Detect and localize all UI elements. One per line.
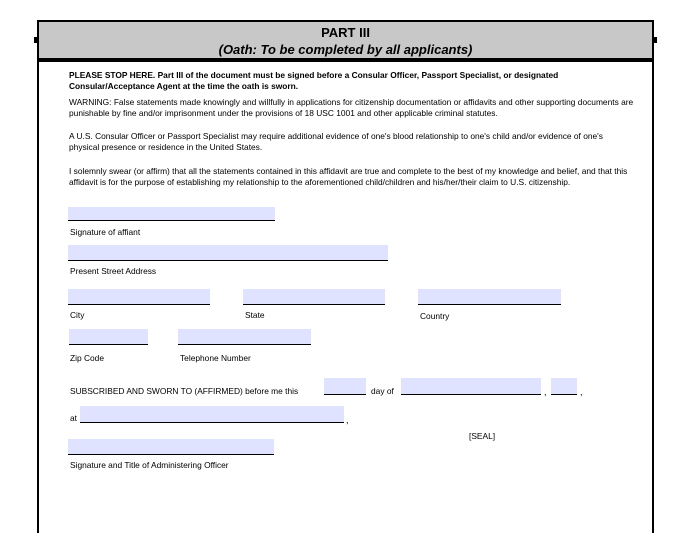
signature-affiant-field[interactable]	[68, 207, 275, 221]
day-of-label: day of	[371, 386, 394, 396]
street-address-field[interactable]	[68, 245, 388, 261]
sworn-year-field[interactable]	[551, 378, 577, 395]
sworn-comma-2: ,	[580, 387, 583, 397]
oath-text: I solemnly swear (or affirm) that all the statements contained in this affidavit are true and complete to the best of my knowledge and belief, and that this affidavit is for the purpose of establishing my relationship to the aforementioned child/children and his/her/their claim to U.S. citizenship.	[69, 166, 628, 187]
part-header	[37, 20, 654, 60]
part-subtitle: (Oath: To be completed by all applicants)	[218, 42, 473, 57]
state-label: State	[245, 310, 265, 320]
stop-instruction: PLEASE STOP HERE. Part III of the document must be signed before a Consular Officer, Passport Specialist, or designated Consular/Acceptance Agent at the time the oath is sworn.	[69, 70, 559, 91]
sworn-comma-1: ,	[544, 387, 547, 397]
signature-affiant-label: Signature of affiant	[70, 227, 141, 237]
country-label: Country	[420, 311, 450, 321]
part-title: PART III	[321, 25, 370, 40]
telephone-label: Telephone Number	[180, 353, 251, 363]
header-marker-left	[34, 37, 38, 43]
sworn-location-field[interactable]	[80, 406, 344, 423]
officer-signature-field[interactable]	[68, 439, 274, 455]
state-field[interactable]	[243, 289, 385, 305]
country-field[interactable]	[418, 289, 561, 305]
sworn-prefix: SUBSCRIBED AND SWORN TO (AFFIRMED) before me this	[70, 386, 299, 396]
telephone-field[interactable]	[178, 329, 311, 345]
sworn-comma-3: ,	[346, 415, 349, 425]
sworn-day-field[interactable]	[324, 378, 366, 395]
at-label: at	[70, 413, 77, 423]
zip-code-label: Zip Code	[70, 353, 104, 363]
city-label: City	[70, 310, 85, 320]
street-address-label: Present Street Address	[70, 266, 157, 276]
zip-code-field[interactable]	[69, 329, 148, 345]
warning-text: WARNING: False statements made knowingly and willfully in applications for citizenship documentation or affidavits and other supporting documents are punishable by fine and/or imprisonment under the provisions of 18 USC 1001 and other applicable criminal statutes.	[69, 97, 634, 118]
evidence-text: A U.S. Consular Officer or Passport Specialist may require additional evidence of one's blood relationship to one's child and/or evidence of one's physical presence or residence in the United States.	[69, 131, 603, 152]
officer-signature-label: Signature and Title of Administering Officer	[70, 460, 229, 470]
header-marker-right	[653, 37, 657, 43]
city-field[interactable]	[68, 289, 210, 305]
header-rule	[37, 60, 654, 62]
sworn-month-field[interactable]	[401, 378, 541, 395]
seal-label: [SEAL]	[469, 431, 496, 441]
